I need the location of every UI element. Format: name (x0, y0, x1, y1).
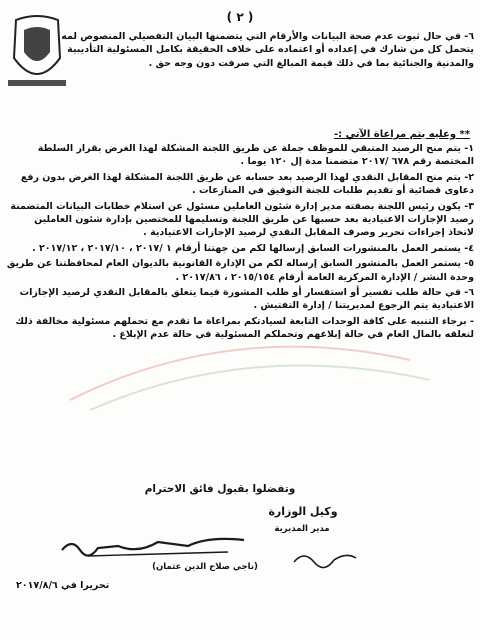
signature-main (58, 532, 248, 564)
signature-secondary (290, 548, 360, 570)
list-item: - برجاء التنبيه على كافة الوحدات التابعة لسيادتكم بمراعاة ما تقدم مع تحملهم مسئولية مخالفة ذلك لتعلقه بالمال العام في حالة إبلاغهم وتحملكم المسئولية في حالة عدم الإبلاغ . (15, 315, 474, 341)
list-item: ٢- يتم منح المقابل النقدي لهذا الرصيد بعد حسابه عن طريق اللجنة المشكلة لهذا الغرض بدون رفع دعاوى قضائية أو تقديم طلبات للجنة التوفيق في المنازعات . (20, 171, 474, 197)
list-item: ٤- يستمر العمل بالمنشورات السابق إرسالها لكم من جهتنا أرقام ١ /٢٠١٧ ، ٢٠١٧/١٠ ، ٢٠١٧/١٢ . (32, 242, 474, 254)
signatory-subtitle: مدير المديرية (274, 524, 330, 534)
list-item: ٦- في حالة طلب تفسير أو استفسار أو طلب المشورة فيما يتعلق بالمقابل النقدي لرصيد الإجازات الاعتيادية يتم الرجوع لمديريتنا / إدارة التفتيش . (19, 287, 474, 312)
list-item: ١- يتم منح الرصيد المتبقي للموظف جملة عن طريق اللجنة المشكلة لهذا الغرض بقرار السلطة المختصة رقم ٦٧٨ /٢٠١٧ متضمنا مدة إل ١٢٠ يوما . (37, 143, 474, 168)
page-number: ( ٢ ) (226, 10, 254, 24)
notice-heading: ** وعليه يتم مراعاة الآتي :- (333, 129, 470, 140)
paragraph-6: ٦- في حال ثبوت عدم صحة البيانات والأرقام التي يتضمنها البيان التفصيلي المنصوص لمه يتحمل كل من شارك في إعداده أو اعتماده على خلاف الحقيقة بكامل المسئولية التأديبية والمدنية والجنائية بما في ذلك قيمة المبالغ التي صرفت دون وجه حق . (61, 31, 474, 69)
items-list (6, 142, 474, 344)
document-date: تحريرا في ٢٠١٧/٨/٦ (16, 580, 110, 591)
signatory-title: وكيل الوزارة (268, 505, 338, 518)
list-item: ٣- يكون رئيس اللجنة بصفته مدير إدارة شئون العاملين مسئول عن استلام خطابات البيانات المتضمنة رصيد الإجازات الاعتيادية بعد حسبها عن طريق اللجنة وتسليمها للمختصين بإدارة شئون العاملين لاتخاذ إجراءات تحرير وصرف المقابل النقدي لرصيد الإجازات الاعتيادية . (10, 200, 474, 239)
signatory-name: (ناجي صلاح الدين عثمان) (152, 562, 258, 572)
closing-line: وتفضلوا بقبول فائق الاحترام (144, 483, 296, 495)
list-item: ٥- يستمر العمل بالمنشور السابق إرساله لكم من الإدارة القانونية بالديوان العام لمحافظتنا عن طريق وحدة النشر / الإدارة المركزية العامة أرقام ٢٠١٥/١٥٤ ، ٢٠١٧/٨٦ . (6, 258, 474, 283)
